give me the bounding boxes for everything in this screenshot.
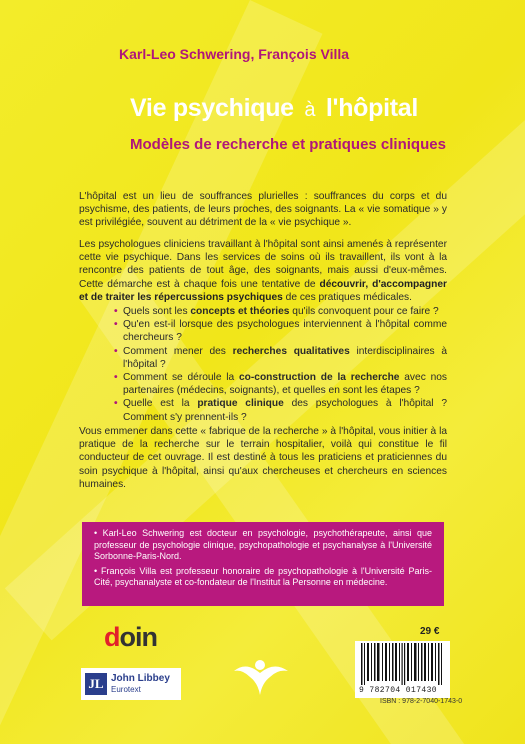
jl-name: John Libbey [111,673,170,684]
publisher-logo-doin: doin [104,622,157,652]
jl-sub: Eurotext [111,685,141,694]
paragraph-conclusion: Vous emmener dans cette « fabrique de la recherche » à l'hôpital, vous initier à la pratique de la recherche sur le terrain hospitalier, voilà qui constitue le fil conducteur de cet ouvrage. Il est destiné à tous les praticiens et praticiennes du soin psychique à l'hôpital, ainsi qu'aux chercheuses et chercheurs en sciences humaines. [79,426,447,490]
john-libbey-logo [81,668,181,700]
paragraph-text: Les psychologues cliniciens travaillant à l'hôpital sont ainsi amenés à représenter cette vie psychique. Dans les services de soins où ils travaillent, ils vont à la rencontre des patients de tout âge, des soignants, mais aussi d'eux-mêmes. Cette démarche est à chaque fois une tentative de [79,239,447,290]
title-part1: Vie psychique [130,94,294,122]
title-connector: à [304,99,316,121]
author-bios [82,522,444,606]
title-part2: l'hôpital [325,94,419,122]
barcode-number: 9 782704 017430 [359,686,438,695]
questions-list [114,305,447,424]
paragraph-intro: L'hôpital est un lieu de souffrances plurielles : souffrances du corps et du psychisme, des patients, de leurs proches, des soignants. La « vie somatique » y est privilégiée, souvent au détriment de la « vie psychique ». [79,191,447,229]
paragraph-text-end: de ces pratiques médicales. [282,291,412,303]
jl-mark: JL [85,673,107,695]
question-item: • Quels sont les concepts et théories qu'ils convoquent pour ce faire ? [114,305,447,318]
collection-figure-logo [226,657,296,699]
question-item: • Comment se déroule la co-construction de la recherche avec nos partenaires (médecins, soignants), et quelles en sont les étapes ? [114,371,447,397]
book-subtitle: Modèles de recherche et pratiques cliniques [130,136,446,153]
bio-villa: • François Villa est professeur honoraire de psychopathologie à l'Université Paris-Cité, psychanalyste et co-fondateur de l'Institut la Personne en médecine. [94,566,432,589]
isbn: ISBN : 978-2-7040-1743-0 [380,698,463,705]
question-item: • Qu'en est-il lorsque des psychologues interviennent à l'hôpital comme chercheurs ? [114,318,447,344]
question-item: • Comment mener des recherches qualitatives interdisciplinaires à l'hôpital ? [114,345,447,371]
authors: Karl-Leo Schwering, François Villa [119,46,350,62]
bio-schwering: • Karl-Leo Schwering est docteur en psychologie, psychothérapeute, ainsi que professeur de psychologie clinique, psychopathologie et psychanalyse à l'Université Sorbonne-Paris-Nord. [94,528,432,563]
barcode-bars [355,641,450,685]
book-title [130,94,418,123]
question-item: • Quelle est la pratique clinique des psychologues à l'hôpital ? Comment s'y prennent-ils ? [114,397,447,423]
paragraph-bold: découvrir, d'accompagner et de traiter les répercussions psychiques [79,278,447,303]
price: 29 € [420,626,440,637]
paragraph-psychologists [79,238,447,304]
